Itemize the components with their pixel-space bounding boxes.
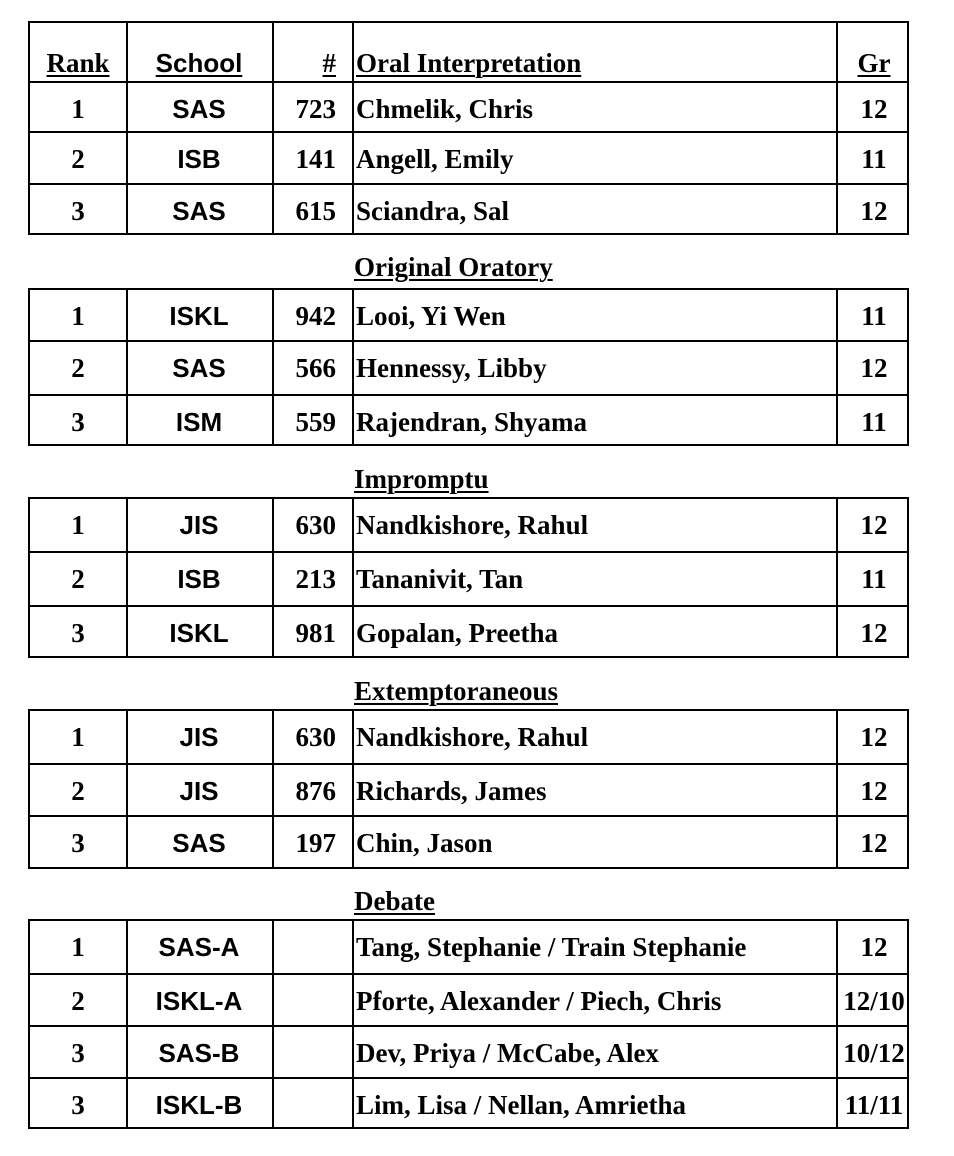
school-cell: ISB [177,143,221,174]
school-cell: ISM [175,406,223,437]
entry-number-cell: 566 [295,352,336,383]
entry-number-cell: 981 [295,617,336,648]
grade-cell: 12 [860,93,888,124]
entry-number-cell: 213 [295,563,336,594]
student-name-cell: Gopalan, Preetha [356,617,558,648]
school-cell: JIS [179,721,219,752]
school-cell: JIS [179,509,219,540]
entry-number-cell: 559 [295,406,336,437]
grade-cell: 12/10 [843,985,905,1016]
grade-cell: 12 [860,775,888,806]
event-title-oral-interpretation: Oral Interpretation [356,48,582,78]
rank-cell: 3 [71,195,85,226]
grade-cell: 11 [861,143,887,174]
table-row [30,183,907,237]
student-name-cell: Sciandra, Sal [356,195,510,226]
table-row [30,131,907,185]
grade-cell: 11 [861,406,887,437]
table-row [30,815,907,869]
header-rank: Rank [46,48,110,78]
rank-cell: 3 [71,827,85,858]
team-members-cell: Lim, Lisa / Nellan, Amrietha [356,1089,686,1120]
entry-number-cell: 630 [295,721,336,752]
student-name-cell: Chin, Jason [356,827,493,858]
entry-number-cell [272,975,352,1027]
table-row [30,973,907,1027]
grade-cell: 11 [861,300,887,331]
team-cell: SAS-B [158,1037,240,1068]
results-table-extemporaneous [28,709,909,869]
event-title-impromptu: Impromptu [354,464,489,494]
student-name-cell: Rajendran, Shyama [356,406,588,437]
entry-number-cell: 197 [295,827,336,858]
table-row [30,711,907,763]
grade-cell: 10/12 [843,1037,905,1068]
event-title-original-oratory: Original Oratory [354,252,553,282]
student-name-cell: Richards, James [356,775,547,806]
rank-cell: 2 [71,985,85,1016]
rank-cell: 3 [71,1037,85,1068]
entry-number-cell [272,1027,352,1079]
rank-cell: 1 [71,93,85,124]
team-cell: ISKL-A [155,985,243,1016]
table-row [30,763,907,817]
team-members-cell: Dev, Priya / McCabe, Alex [356,1037,659,1068]
rank-cell: 3 [71,406,85,437]
table-header-row [30,23,907,83]
entry-number-cell: 723 [295,93,336,124]
team-cell: ISKL-B [155,1089,243,1120]
rank-cell: 2 [71,352,85,383]
entry-number-cell [272,1079,352,1131]
table-row [30,1025,907,1079]
student-name-cell: Hennessy, Libby [356,352,547,383]
table-row [30,340,907,394]
team-cell: SAS-A [158,931,240,962]
grade-cell: 11/11 [844,1089,904,1120]
school-cell: SAS [172,827,226,858]
header-number: # [322,48,336,78]
student-name-cell: Angell, Emily [356,143,514,174]
entry-number-cell: 141 [295,143,336,174]
team-members-cell: Tang, Stephanie / Train Stephanie [356,931,747,962]
school-cell: JIS [179,775,219,806]
rank-cell: 3 [71,1089,85,1120]
student-name-cell: Looi, Yi Wen [356,300,506,331]
grade-cell: 12 [860,827,888,858]
rank-cell: 3 [71,617,85,648]
header-school: School [155,48,243,78]
school-cell: ISB [177,563,221,594]
rank-cell: 2 [71,143,85,174]
rank-cell: 1 [71,721,85,752]
table-row [30,605,907,659]
school-cell: SAS [172,93,226,124]
grade-cell: 11 [861,563,887,594]
grade-cell: 12 [860,352,888,383]
table-row [30,290,907,342]
entry-number-cell: 630 [295,509,336,540]
rank-cell: 1 [71,509,85,540]
results-table-impromptu [28,497,909,658]
grade-cell: 12 [860,195,888,226]
entry-number-cell: 942 [295,300,336,331]
rank-cell: 1 [71,300,85,331]
student-name-cell: Tananivit, Tan [356,563,524,594]
school-cell: ISKL [169,300,229,331]
grade-cell: 12 [860,509,888,540]
team-members-cell: Pforte, Alexander / Piech, Chris [356,985,722,1016]
header-grade: Gr [857,48,891,78]
student-name-cell: Chmelik, Chris [356,93,534,124]
school-cell: SAS [172,352,226,383]
rank-cell: 1 [71,931,85,962]
student-name-cell: Nandkishore, Rahul [356,721,589,752]
school-cell: ISKL [169,617,229,648]
results-table-oral-interpretation [28,21,909,235]
table-row [30,921,907,973]
table-row [30,499,907,551]
grade-cell: 12 [860,931,888,962]
grade-cell: 12 [860,617,888,648]
table-row [30,1077,907,1131]
grade-cell: 12 [860,721,888,752]
table-row [30,394,907,448]
rank-cell: 2 [71,775,85,806]
results-table-original-oratory [28,288,909,446]
student-name-cell: Nandkishore, Rahul [356,509,589,540]
event-title-debate: Debate [354,886,435,916]
entry-number-cell [272,921,352,973]
rank-cell: 2 [71,563,85,594]
results-table-debate [28,919,909,1129]
table-row [30,551,907,605]
table-row [30,81,907,135]
school-cell: SAS [172,195,226,226]
entry-number-cell: 615 [295,195,336,226]
entry-number-cell: 876 [295,775,336,806]
event-title-extemporaneous: Extemptoraneous [354,676,558,706]
